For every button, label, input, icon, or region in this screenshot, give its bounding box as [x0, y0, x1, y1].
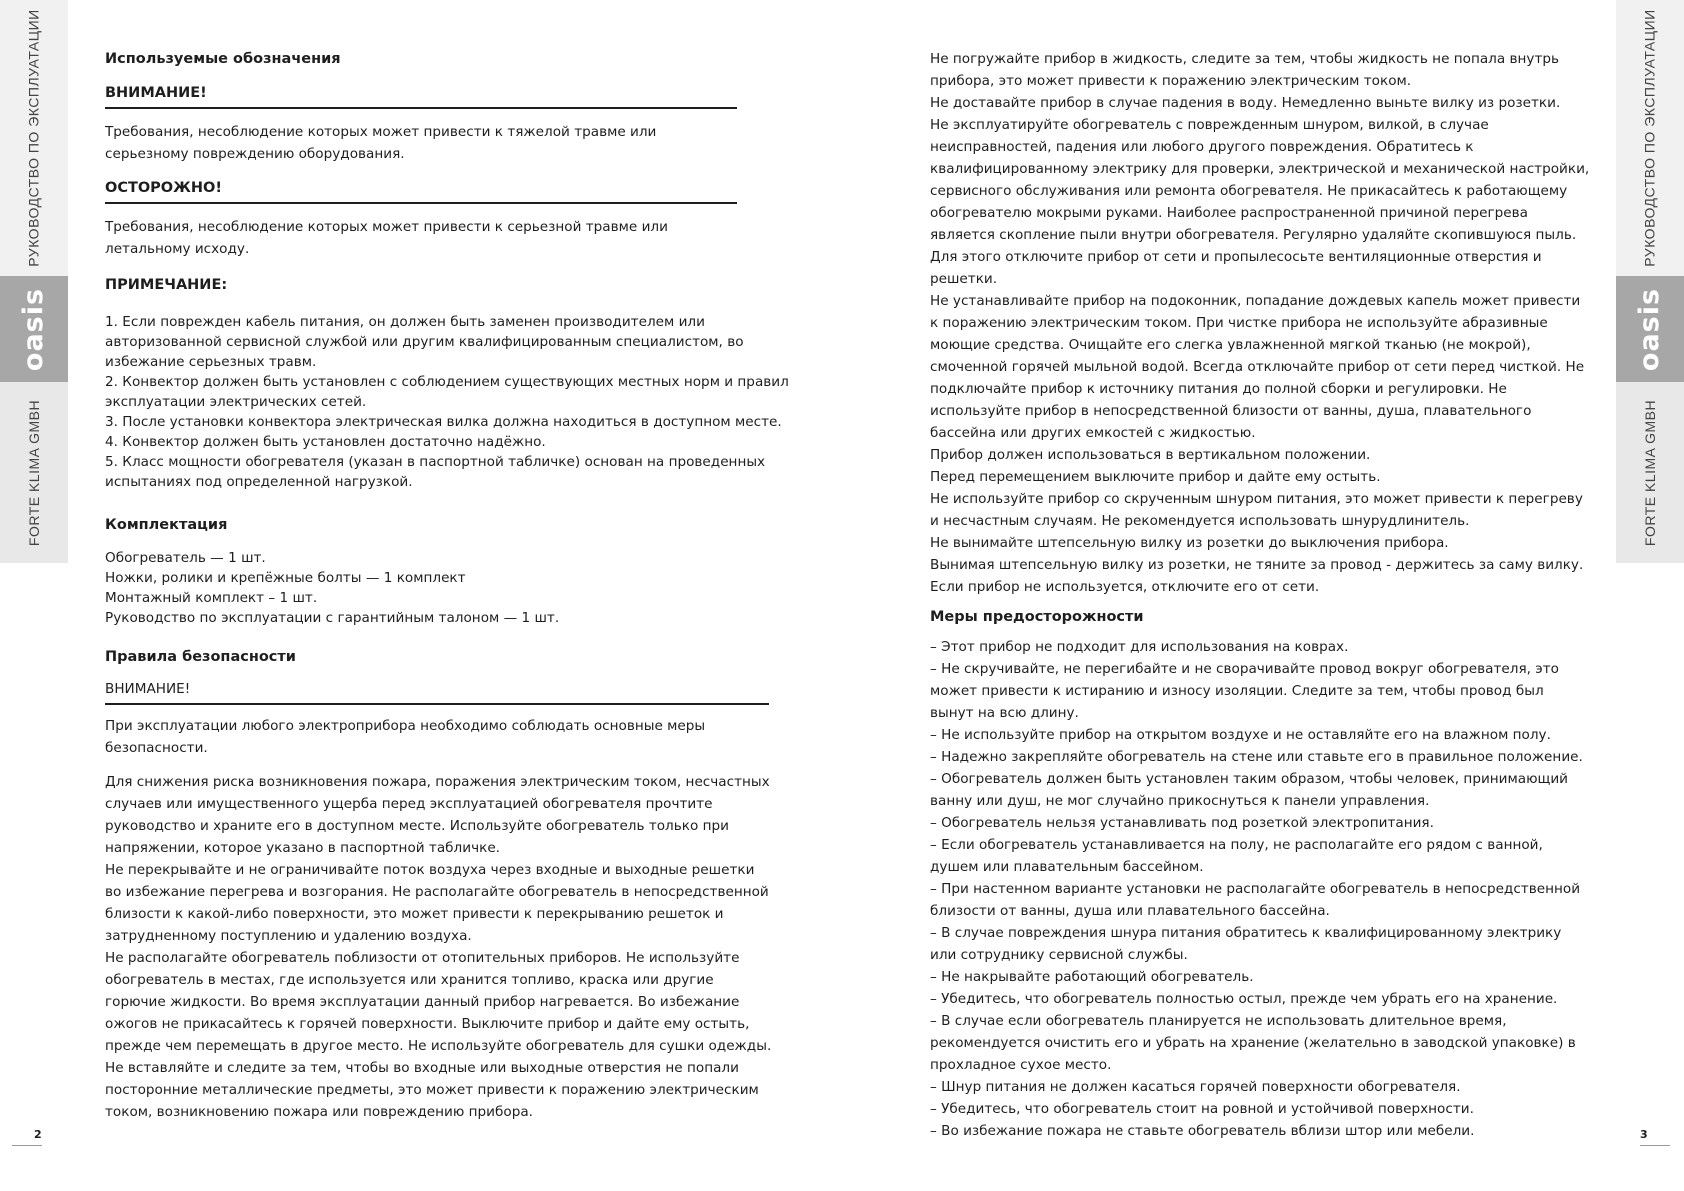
kit-item: Обогреватель — 1 шт.: [105, 550, 266, 566]
safety-paragraph: Не перекрывайте и не ограничивайте поток воздуха через входные и выходные решетки во избежание перегрева и возгорания. Не располагайте обогреватель в непосредственной близости к какой-либо поверхности, это может привести к перекрыванию решеток и затрудненному поступлению и удалению воздуха.: [105, 862, 769, 944]
left-page: [105, 48, 795, 1123]
precaution-item: – Не используйте прибор на открытом воздухе и не оставляйте его на влажном полу.: [930, 727, 1551, 743]
safety-paragraphs: [105, 771, 775, 1123]
page-number-rule: [1640, 1145, 1670, 1146]
precautions-heading: Меры предосторожности: [930, 609, 1144, 625]
note-item: 4. Конвектор должен быть установлен достаточно надёжно.: [105, 434, 546, 450]
safety-paragraph: Не погружайте прибор в жидкость, следите за тем, чтобы жидкость не попала внутрь прибора, это может привести к поражению электрическим током.: [930, 51, 1560, 89]
warning-text: Требования, несоблюдение которых может привести к тяжелой травме или серьезному повреждению оборудования.: [105, 124, 657, 162]
caution-title: ОСТОРОЖНО!: [105, 177, 737, 204]
precaution-item: – Убедитесь, что обогреватель стоит на ровной и устойчивой поверхности.: [930, 1101, 1474, 1117]
safety-warning: ВНИМАНИЕ!: [105, 678, 769, 705]
precaution-item: – В случае повреждения шнура питания обратитесь к квалифицированному электрику или сотруднику сервисной службы.: [930, 925, 1562, 963]
safety-heading: Правила безопасности: [105, 649, 296, 665]
precaution-item: – Не накрывайте работающий обогреватель.: [930, 969, 1254, 985]
caution-text: Требования, несоблюдение которых может привести к серьезной травме или летальному исходу.: [105, 219, 668, 257]
notes-list: [105, 312, 795, 492]
precaution-item: – Надежно закрепляйте обогреватель на стене или ставьте его в правильное положение.: [930, 749, 1583, 765]
safety-intro: При эксплуатации любого электроприбора необходимо соблюдать основные меры безопасности.: [105, 718, 706, 756]
note-item: 3. После установки конвектора электрическая вилка должна находиться в доступном месте.: [105, 414, 782, 430]
left-side-tab: [0, 0, 68, 563]
precaution-item: – Этот прибор не подходит для использования на коврах.: [930, 639, 1349, 655]
safety-paragraph: Не устанавливайте прибор на подоконник, попадание дождевых капель может привести к поражению электрическим током. При чистке прибора не используйте абразивные моющие средства. Очищайте его слегка увлажненной мягкой тканью (не мокрой), смоченной горячей мыльной водой. Всегда отключайте прибор от сети перед чисткой. Не подключайте прибор к источнику питания до полной сборки и регулировки. Не используйте прибор в непосредственной близости от ванны, душа, плавательного бассейна или других емкостей с жидкостью.: [930, 293, 1585, 441]
precaution-item: – Убедитесь, что обогреватель полностью остыл, прежде чем убрать его на хранение.: [930, 991, 1558, 1007]
manual-label: РУКОВОДСТВО ПО ЭКСПЛУАТАЦИИ: [1642, 9, 1658, 267]
page-number-right: 3: [1640, 1128, 1648, 1141]
warning-title: ВНИМАНИЕ!: [105, 82, 737, 109]
company-label: FORTE KLIMA GMBH: [1642, 399, 1658, 546]
precaution-item: – Не скручивайте, не перегибайте и не сворачивайте провод вокруг обогревателя, это может привести к истиранию и износу изоляции. Следите за тем, чтобы провод был вынут на всю длину.: [930, 661, 1559, 721]
safety-paragraph: Не вставляйте и следите за тем, чтобы во входные или выходные отверстия не попали посторонние металлические предметы, это может привести к поражению электрическим током, возникновению пожара или повреждению прибора.: [105, 1060, 759, 1120]
note-title: ПРИМЕЧАНИЕ:: [105, 277, 228, 293]
kit-item: Монтажный комплект – 1 шт.: [105, 590, 318, 606]
kit-list: [105, 548, 795, 628]
brand-logo: oasis: [18, 287, 50, 371]
precaution-item: – Во избежание пожара не ставьте обогреватель вблизи штор или мебели.: [930, 1123, 1475, 1139]
symbols-heading: Используемые обозначения: [105, 51, 341, 67]
kit-item: Ножки, ролики и крепёжные болты — 1 комплект: [105, 570, 466, 586]
safety-paragraph: Если прибор не используется, отключите его от сети.: [930, 579, 1320, 595]
safety-continued: [930, 48, 1590, 598]
precaution-item: – Обогреватель должен быть установлен таким образом, чтобы человек, принимающий ванну или душ, не мог случайно прикоснуться к панели управления.: [930, 771, 1569, 809]
safety-paragraph: Не используйте прибор со скрученным шнуром питания, это может привести к перегреву и несчастным случаям. Не рекомендуется использовать шнурудлинитель.: [930, 491, 1583, 529]
note-item: 5. Класс мощности обогревателя (указан в паспортной табличке) основан на проведенных испытаниях под определенной нагрузкой.: [105, 454, 766, 490]
company-label: FORTE KLIMA GMBH: [26, 399, 42, 546]
safety-paragraph: Не вынимайте штепсельную вилку из розетки до выключения прибора.: [930, 535, 1449, 551]
precaution-item: – Обогреватель нельзя устанавливать под розеткой электропитания.: [930, 815, 1434, 831]
kit-heading: Комплектация: [105, 517, 228, 533]
right-page: [930, 48, 1590, 1142]
safety-paragraph: Для снижения риска возникновения пожара, поражения электрическим током, несчастных случаев или имущественного ущерба перед эксплуатацией обогревателя прочтите руководство и храните его в доступном месте. Используйте обогреватель только при напряжении, которое указано в паспортной табличке.: [105, 774, 770, 856]
precautions-list: [930, 636, 1590, 1142]
manual-label: РУКОВОДСТВО ПО ЭКСПЛУАТАЦИИ: [26, 9, 42, 267]
kit-item: Руководство по эксплуатации с гарантийным талоном — 1 шт.: [105, 610, 560, 626]
safety-paragraph: Перед перемещением выключите прибор и дайте ему остыть.: [930, 469, 1381, 485]
safety-paragraph: Вынимая штепсельную вилку из розетки, не тяните за провод - держитесь за саму вилку.: [930, 557, 1584, 573]
right-side-tab: [1616, 0, 1684, 563]
note-item: 1. Если поврежден кабель питания, он должен быть заменен производителем или авторизованной сервисной службой или другим квалифицированным специалистом, во избежание серьезных травм.: [105, 314, 744, 370]
safety-paragraph: Не доставайте прибор в случае падения в воду. Немедленно выньте вилку из розетки.: [930, 95, 1561, 111]
safety-paragraph: Прибор должен использоваться в вертикальном положении.: [930, 447, 1371, 463]
safety-paragraph: Не эксплуатируйте обогреватель с поврежденным шнуром, вилкой, в случае неисправностей, падения или любого другого повреждения. Обратитесь к квалифицированному электрику для проверки, электрической и механической настройки, сервисного обслуживания или ремонта обогревателя. Не прикасайтесь к работающему обогревателю мокрыми руками. Наиболее распространенной причиной перегрева является скопление пыли внутри обогревателя. Регулярно удаляйте скопившуюся пыль. Для этого отключите прибор от сети и пропылесосьте вентиляционные отверстия и решетки.: [930, 117, 1590, 287]
safety-paragraph: Не располагайте обогреватель поблизости от отопительных приборов. Не используйте обогреватель в местах, где используется или хранится топливо, краска или другие горючие жидкости. Во время эксплуатации данный прибор нагревается. Во избежание ожогов не прикасайтесь к горячей поверхности. Выключите прибор и дайте ему остыть, прежде чем перемещать в другое место. Не используйте обогреватель для сушки одежды.: [105, 950, 772, 1054]
note-item: 2. Конвектор должен быть установлен с соблюдением существующих местных норм и правил эксплуатации электрических сетей.: [105, 374, 789, 410]
page-number-rule: [12, 1145, 42, 1146]
page-number-left: 2: [34, 1128, 42, 1141]
precaution-item: – Если обогреватель устанавливается на полу, не располагайте его рядом с ванной, душем или плавательным бассейном.: [930, 837, 1543, 875]
precaution-item: – В случае если обогреватель планируется не использовать длительное время, рекомендуется очистить его и убрать на хранение (желательно в заводской упаковке) в прохладное сухое место.: [930, 1013, 1576, 1073]
precaution-item: – Шнур питания не должен касаться горячей поверхности обогревателя.: [930, 1079, 1461, 1095]
brand-logo: oasis: [1634, 287, 1666, 371]
precaution-item: – При настенном варианте установки не располагайте обогреватель в непосредственной близости от ванны, душа или плавательного бассейна.: [930, 881, 1581, 919]
